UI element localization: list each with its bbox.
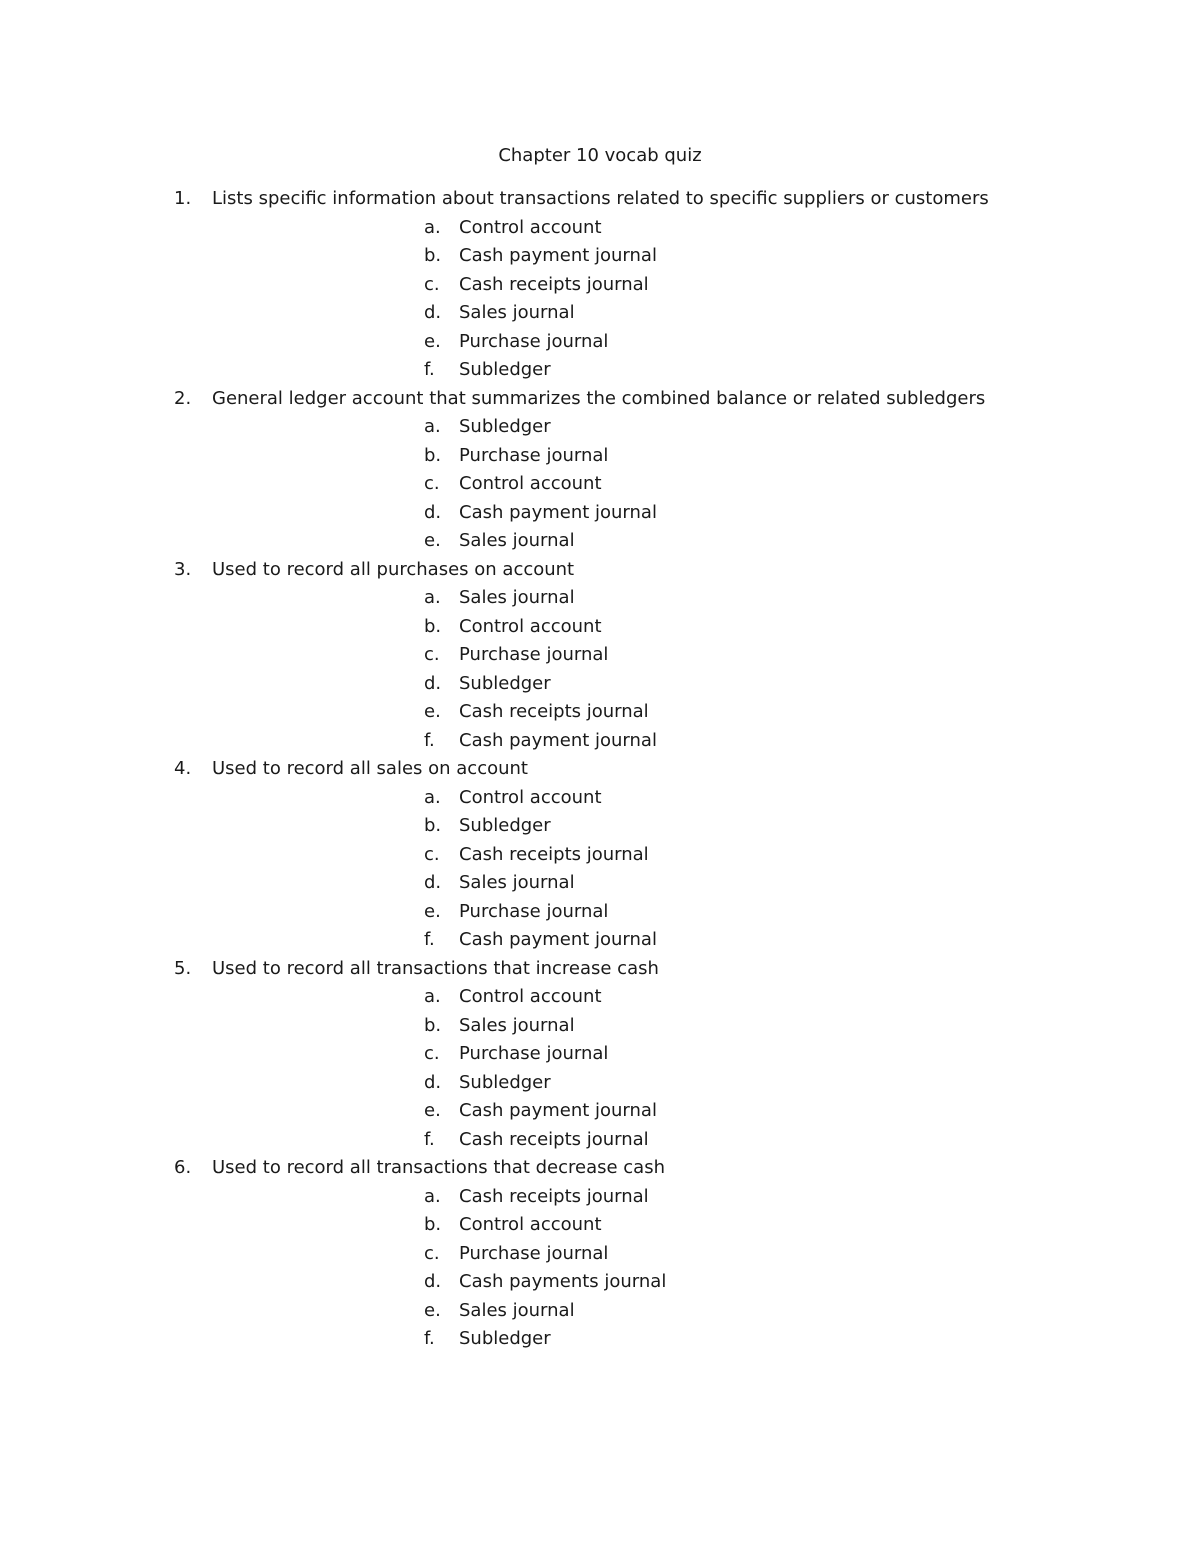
- option-item: [212, 841, 1200, 870]
- question-item: [0, 185, 1200, 385]
- option-item: [212, 670, 1200, 699]
- option-text: Subledger: [459, 416, 551, 437]
- option-list: [212, 784, 1200, 955]
- option-letter: c.: [424, 644, 440, 665]
- option-letter: c.: [424, 843, 440, 865]
- option-text: Subledger: [459, 1328, 551, 1349]
- option-item: [212, 869, 1200, 898]
- option-text: Control account: [459, 473, 602, 494]
- option-letter: b.: [424, 615, 442, 637]
- option-letter: a.: [424, 786, 441, 808]
- question-list: [0, 185, 1200, 1354]
- option-text: Cash receipts journal: [459, 701, 649, 722]
- option-text: Cash payments journal: [459, 1271, 667, 1292]
- option-item: [212, 470, 1200, 499]
- question-text: Used to record all transactions that decrease cash: [212, 1157, 665, 1178]
- option-letter: d.: [424, 672, 442, 694]
- option-text: Sales journal: [459, 530, 575, 551]
- option-item: [212, 442, 1200, 471]
- option-letter: c.: [424, 1043, 440, 1064]
- option-list: [212, 413, 1200, 556]
- option-list: [212, 983, 1200, 1154]
- option-item: [212, 1040, 1200, 1069]
- option-text: Purchase journal: [459, 1043, 609, 1064]
- option-text: Control account: [459, 615, 602, 637]
- option-text: Subledger: [459, 672, 551, 694]
- option-letter: b.: [424, 1014, 442, 1036]
- option-item: [212, 356, 1200, 385]
- option-item: [212, 784, 1200, 813]
- option-item: [212, 1240, 1200, 1269]
- option-letter: d.: [424, 1271, 442, 1292]
- option-item: [212, 812, 1200, 841]
- option-text: Sales journal: [459, 1014, 575, 1036]
- option-item: [212, 499, 1200, 528]
- option-text: Cash payment journal: [459, 729, 657, 751]
- option-letter: d.: [424, 872, 442, 893]
- option-letter: f.: [424, 359, 435, 380]
- option-item: [212, 983, 1200, 1012]
- option-item: [212, 1211, 1200, 1240]
- option-item: [212, 727, 1200, 756]
- question-number: 3.: [174, 558, 192, 580]
- question-item: [0, 1154, 1200, 1354]
- option-text: Sales journal: [459, 302, 575, 323]
- option-item: [212, 1297, 1200, 1326]
- option-letter: a.: [424, 986, 441, 1007]
- option-item: [212, 1268, 1200, 1297]
- option-letter: f.: [424, 1128, 435, 1150]
- question-number: 5.: [174, 957, 192, 979]
- option-letter: b.: [424, 815, 442, 836]
- question-item: [0, 556, 1200, 756]
- option-text: Cash receipts journal: [459, 843, 649, 865]
- option-item: [212, 214, 1200, 243]
- option-text: Cash payment journal: [459, 501, 657, 523]
- option-item: [212, 1183, 1200, 1212]
- option-letter: a.: [424, 216, 441, 238]
- option-text: Subledger: [459, 1071, 551, 1093]
- question-text: General ledger account that summarizes the combined balance or related subledgers: [212, 387, 986, 409]
- option-item: [212, 328, 1200, 357]
- option-text: Sales journal: [459, 1299, 575, 1321]
- option-item: [212, 413, 1200, 442]
- option-letter: d.: [424, 302, 442, 323]
- option-text: Cash receipts journal: [459, 1185, 649, 1207]
- option-letter: e.: [424, 1299, 441, 1321]
- option-text: Purchase journal: [459, 444, 609, 466]
- option-item: [212, 641, 1200, 670]
- question-text: Used to record all sales on account: [212, 758, 528, 779]
- option-letter: f.: [424, 929, 435, 950]
- option-letter: e.: [424, 530, 441, 551]
- option-letter: c.: [424, 273, 440, 295]
- option-text: Cash payment journal: [459, 245, 657, 266]
- option-letter: b.: [424, 245, 442, 266]
- question-text: Lists specific information about transactions related to specific suppliers or customers: [212, 188, 989, 209]
- option-text: Purchase journal: [459, 644, 609, 665]
- option-item: [212, 1097, 1200, 1126]
- option-item: [212, 926, 1200, 955]
- question-item: [0, 955, 1200, 1155]
- option-letter: f.: [424, 1328, 435, 1349]
- option-item: [212, 527, 1200, 556]
- option-letter: e.: [424, 900, 441, 922]
- option-text: Purchase journal: [459, 330, 609, 352]
- option-text: Purchase journal: [459, 1242, 609, 1264]
- option-item: [212, 299, 1200, 328]
- option-letter: b.: [424, 1214, 442, 1235]
- option-letter: e.: [424, 330, 441, 352]
- option-item: [212, 1069, 1200, 1098]
- page-title: Chapter 10 vocab quiz: [498, 145, 702, 166]
- option-letter: c.: [424, 1242, 440, 1264]
- option-item: [212, 698, 1200, 727]
- option-letter: a.: [424, 587, 441, 608]
- option-item: [212, 1325, 1200, 1354]
- option-item: [212, 898, 1200, 927]
- option-text: Control account: [459, 786, 602, 808]
- option-item: [212, 271, 1200, 300]
- question-number: 1.: [174, 188, 192, 209]
- option-item: [212, 1126, 1200, 1155]
- question-number: 2.: [174, 387, 192, 409]
- option-letter: e.: [424, 1100, 441, 1121]
- option-text: Cash payment journal: [459, 1100, 657, 1121]
- option-text: Sales journal: [459, 587, 575, 608]
- option-letter: b.: [424, 444, 442, 466]
- option-text: Control account: [459, 1214, 602, 1235]
- option-list: [212, 214, 1200, 385]
- option-text: Cash receipts journal: [459, 1128, 649, 1150]
- option-list: [212, 584, 1200, 755]
- option-letter: d.: [424, 501, 442, 523]
- option-item: [212, 1012, 1200, 1041]
- option-list: [212, 1183, 1200, 1354]
- option-letter: f.: [424, 729, 435, 751]
- option-text: Purchase journal: [459, 900, 609, 922]
- option-text: Cash payment journal: [459, 929, 657, 950]
- option-item: [212, 613, 1200, 642]
- question-number: 6.: [174, 1157, 192, 1178]
- option-text: Subledger: [459, 815, 551, 836]
- question-item: [0, 385, 1200, 556]
- option-text: Sales journal: [459, 872, 575, 893]
- option-text: Cash receipts journal: [459, 273, 649, 295]
- question-number: 4.: [174, 758, 192, 779]
- option-text: Subledger: [459, 359, 551, 380]
- option-item: [212, 584, 1200, 613]
- question-text: Used to record all purchases on account: [212, 558, 575, 580]
- option-item: [212, 242, 1200, 271]
- question-text: Used to record all transactions that increase cash: [212, 957, 659, 979]
- option-letter: c.: [424, 473, 440, 494]
- option-letter: a.: [424, 1185, 441, 1207]
- option-letter: a.: [424, 416, 441, 437]
- question-item: [0, 755, 1200, 955]
- option-text: Control account: [459, 216, 602, 238]
- option-letter: e.: [424, 701, 441, 722]
- option-text: Control account: [459, 986, 602, 1007]
- option-letter: d.: [424, 1071, 442, 1093]
